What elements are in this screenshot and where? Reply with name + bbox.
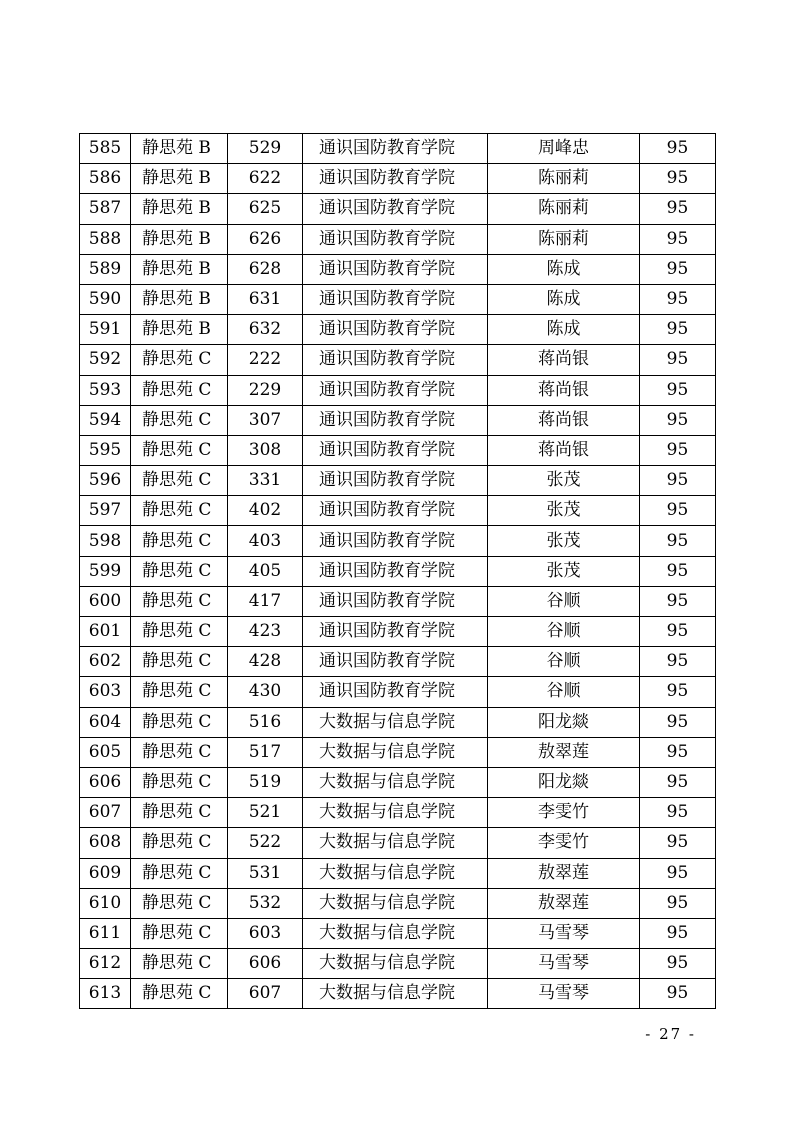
score-cell: 95	[640, 556, 716, 586]
row-number-cell: 595	[80, 435, 131, 465]
person-name-cell: 马雪琴	[488, 979, 640, 1009]
score-cell: 95	[640, 767, 716, 797]
person-name-cell: 蒋尚银	[488, 405, 640, 435]
college-cell: 大数据与信息学院	[303, 737, 488, 767]
building-cell: 静思苑 C	[131, 949, 228, 979]
room-number-cell: 402	[228, 496, 303, 526]
table-row	[80, 949, 716, 979]
person-name-cell: 周峰忠	[488, 134, 640, 164]
building-cell: 静思苑 B	[131, 194, 228, 224]
row-number-cell: 609	[80, 858, 131, 888]
table-row	[80, 828, 716, 858]
person-name-cell: 蒋尚银	[488, 435, 640, 465]
score-cell: 95	[640, 375, 716, 405]
building-cell: 静思苑 C	[131, 556, 228, 586]
row-number-cell: 598	[80, 526, 131, 556]
table-row	[80, 224, 716, 254]
score-cell: 95	[640, 435, 716, 465]
score-cell: 95	[640, 979, 716, 1009]
college-cell: 通识国防教育学院	[303, 617, 488, 647]
building-cell: 静思苑 C	[131, 979, 228, 1009]
row-number-cell: 602	[80, 647, 131, 677]
room-number-cell: 521	[228, 798, 303, 828]
row-number-cell: 606	[80, 767, 131, 797]
building-cell: 静思苑 B	[131, 164, 228, 194]
score-cell: 95	[640, 194, 716, 224]
table-row	[80, 435, 716, 465]
table-row	[80, 617, 716, 647]
room-number-cell: 631	[228, 284, 303, 314]
row-number-cell: 589	[80, 254, 131, 284]
college-cell: 通识国防教育学院	[303, 526, 488, 556]
person-name-cell: 陈丽莉	[488, 194, 640, 224]
building-cell: 静思苑 C	[131, 435, 228, 465]
row-number-cell: 612	[80, 949, 131, 979]
building-cell: 静思苑 C	[131, 767, 228, 797]
building-cell: 静思苑 C	[131, 496, 228, 526]
building-cell: 静思苑 C	[131, 918, 228, 948]
score-cell: 95	[640, 888, 716, 918]
table-body	[80, 134, 716, 1009]
score-cell: 95	[640, 134, 716, 164]
row-number-cell: 603	[80, 677, 131, 707]
building-cell: 静思苑 B	[131, 254, 228, 284]
person-name-cell: 马雪琴	[488, 949, 640, 979]
room-number-cell: 603	[228, 918, 303, 948]
row-number-cell: 586	[80, 164, 131, 194]
building-cell: 静思苑 C	[131, 617, 228, 647]
row-number-cell: 600	[80, 586, 131, 616]
person-name-cell: 谷顺	[488, 617, 640, 647]
room-number-cell: 532	[228, 888, 303, 918]
room-number-cell: 529	[228, 134, 303, 164]
score-cell: 95	[640, 707, 716, 737]
room-number-cell: 428	[228, 647, 303, 677]
person-name-cell: 敖翠莲	[488, 858, 640, 888]
person-name-cell: 马雪琴	[488, 918, 640, 948]
college-cell: 通识国防教育学院	[303, 345, 488, 375]
room-number-cell: 622	[228, 164, 303, 194]
building-cell: 静思苑 B	[131, 224, 228, 254]
row-number-cell: 610	[80, 888, 131, 918]
college-cell: 通识国防教育学院	[303, 496, 488, 526]
score-cell: 95	[640, 496, 716, 526]
table-row	[80, 284, 716, 314]
building-cell: 静思苑 C	[131, 647, 228, 677]
table-row	[80, 164, 716, 194]
person-name-cell: 陈成	[488, 254, 640, 284]
room-number-cell: 531	[228, 858, 303, 888]
table-row	[80, 254, 716, 284]
score-cell: 95	[640, 828, 716, 858]
building-cell: 静思苑 C	[131, 466, 228, 496]
college-cell: 通识国防教育学院	[303, 647, 488, 677]
row-number-cell: 605	[80, 737, 131, 767]
room-number-cell: 331	[228, 466, 303, 496]
room-number-cell: 307	[228, 405, 303, 435]
table-row	[80, 496, 716, 526]
building-cell: 静思苑 B	[131, 315, 228, 345]
college-cell: 大数据与信息学院	[303, 707, 488, 737]
table-row	[80, 586, 716, 616]
score-cell: 95	[640, 647, 716, 677]
college-cell: 通识国防教育学院	[303, 194, 488, 224]
room-number-cell: 628	[228, 254, 303, 284]
room-number-cell: 626	[228, 224, 303, 254]
page-number: - 27 -	[645, 1025, 696, 1043]
room-number-cell: 308	[228, 435, 303, 465]
college-cell: 通识国防教育学院	[303, 254, 488, 284]
table-row	[80, 647, 716, 677]
person-name-cell: 陈成	[488, 315, 640, 345]
score-cell: 95	[640, 466, 716, 496]
table-row	[80, 556, 716, 586]
room-number-cell: 606	[228, 949, 303, 979]
score-cell: 95	[640, 284, 716, 314]
person-name-cell: 敖翠莲	[488, 737, 640, 767]
row-number-cell: 588	[80, 224, 131, 254]
person-name-cell: 李雯竹	[488, 828, 640, 858]
college-cell: 通识国防教育学院	[303, 315, 488, 345]
college-cell: 通识国防教育学院	[303, 134, 488, 164]
dormitory-score-table	[79, 133, 716, 1009]
room-number-cell: 222	[228, 345, 303, 375]
college-cell: 大数据与信息学院	[303, 798, 488, 828]
room-number-cell: 423	[228, 617, 303, 647]
person-name-cell: 阳龙燚	[488, 767, 640, 797]
score-cell: 95	[640, 858, 716, 888]
college-cell: 大数据与信息学院	[303, 858, 488, 888]
row-number-cell: 599	[80, 556, 131, 586]
score-cell: 95	[640, 345, 716, 375]
building-cell: 静思苑 C	[131, 405, 228, 435]
person-name-cell: 谷顺	[488, 647, 640, 677]
table-row	[80, 315, 716, 345]
college-cell: 通识国防教育学院	[303, 164, 488, 194]
score-cell: 95	[640, 586, 716, 616]
person-name-cell: 陈丽莉	[488, 224, 640, 254]
row-number-cell: 604	[80, 707, 131, 737]
building-cell: 静思苑 C	[131, 798, 228, 828]
score-cell: 95	[640, 164, 716, 194]
score-cell: 95	[640, 798, 716, 828]
building-cell: 静思苑 C	[131, 888, 228, 918]
room-number-cell: 625	[228, 194, 303, 224]
college-cell: 大数据与信息学院	[303, 888, 488, 918]
score-cell: 95	[640, 617, 716, 647]
score-cell: 95	[640, 224, 716, 254]
college-cell: 大数据与信息学院	[303, 828, 488, 858]
person-name-cell: 陈丽莉	[488, 164, 640, 194]
table-row	[80, 798, 716, 828]
college-cell: 通识国防教育学院	[303, 466, 488, 496]
row-number-cell: 590	[80, 284, 131, 314]
score-cell: 95	[640, 526, 716, 556]
building-cell: 静思苑 B	[131, 284, 228, 314]
building-cell: 静思苑 C	[131, 345, 228, 375]
row-number-cell: 597	[80, 496, 131, 526]
room-number-cell: 417	[228, 586, 303, 616]
college-cell: 大数据与信息学院	[303, 979, 488, 1009]
building-cell: 静思苑 C	[131, 737, 228, 767]
score-cell: 95	[640, 315, 716, 345]
room-number-cell: 517	[228, 737, 303, 767]
score-cell: 95	[640, 737, 716, 767]
room-number-cell: 607	[228, 979, 303, 1009]
room-number-cell: 516	[228, 707, 303, 737]
table-row	[80, 858, 716, 888]
college-cell: 通识国防教育学院	[303, 435, 488, 465]
room-number-cell: 405	[228, 556, 303, 586]
table-row	[80, 918, 716, 948]
college-cell: 大数据与信息学院	[303, 949, 488, 979]
college-cell: 通识国防教育学院	[303, 405, 488, 435]
building-cell: 静思苑 C	[131, 828, 228, 858]
building-cell: 静思苑 B	[131, 134, 228, 164]
room-number-cell: 632	[228, 315, 303, 345]
college-cell: 通识国防教育学院	[303, 556, 488, 586]
table-row	[80, 888, 716, 918]
table-row	[80, 737, 716, 767]
room-number-cell: 430	[228, 677, 303, 707]
building-cell: 静思苑 C	[131, 677, 228, 707]
college-cell: 通识国防教育学院	[303, 375, 488, 405]
score-cell: 95	[640, 918, 716, 948]
college-cell: 通识国防教育学院	[303, 284, 488, 314]
person-name-cell: 李雯竹	[488, 798, 640, 828]
table-row	[80, 707, 716, 737]
row-number-cell: 594	[80, 405, 131, 435]
row-number-cell: 593	[80, 375, 131, 405]
row-number-cell: 607	[80, 798, 131, 828]
table-row	[80, 134, 716, 164]
score-cell: 95	[640, 405, 716, 435]
person-name-cell: 阳龙燚	[488, 707, 640, 737]
room-number-cell: 522	[228, 828, 303, 858]
row-number-cell: 601	[80, 617, 131, 647]
room-number-cell: 229	[228, 375, 303, 405]
row-number-cell: 611	[80, 918, 131, 948]
table-row	[80, 767, 716, 797]
score-cell: 95	[640, 254, 716, 284]
person-name-cell: 蒋尚银	[488, 375, 640, 405]
college-cell: 通识国防教育学院	[303, 224, 488, 254]
college-cell: 通识国防教育学院	[303, 586, 488, 616]
person-name-cell: 张茂	[488, 556, 640, 586]
row-number-cell: 585	[80, 134, 131, 164]
row-number-cell: 592	[80, 345, 131, 375]
table-row	[80, 405, 716, 435]
person-name-cell: 敖翠莲	[488, 888, 640, 918]
building-cell: 静思苑 C	[131, 586, 228, 616]
room-number-cell: 519	[228, 767, 303, 797]
row-number-cell: 587	[80, 194, 131, 224]
table-row	[80, 526, 716, 556]
person-name-cell: 张茂	[488, 526, 640, 556]
college-cell: 通识国防教育学院	[303, 677, 488, 707]
person-name-cell: 张茂	[488, 466, 640, 496]
row-number-cell: 608	[80, 828, 131, 858]
room-number-cell: 403	[228, 526, 303, 556]
building-cell: 静思苑 C	[131, 858, 228, 888]
person-name-cell: 张茂	[488, 496, 640, 526]
college-cell: 大数据与信息学院	[303, 918, 488, 948]
row-number-cell: 596	[80, 466, 131, 496]
table-row	[80, 677, 716, 707]
row-number-cell: 591	[80, 315, 131, 345]
table-row	[80, 979, 716, 1009]
building-cell: 静思苑 C	[131, 526, 228, 556]
row-number-cell: 613	[80, 979, 131, 1009]
table-row	[80, 375, 716, 405]
score-cell: 95	[640, 677, 716, 707]
table-row	[80, 466, 716, 496]
score-cell: 95	[640, 949, 716, 979]
building-cell: 静思苑 C	[131, 707, 228, 737]
person-name-cell: 陈成	[488, 284, 640, 314]
college-cell: 大数据与信息学院	[303, 767, 488, 797]
table-row	[80, 194, 716, 224]
table-row	[80, 345, 716, 375]
person-name-cell: 谷顺	[488, 677, 640, 707]
person-name-cell: 蒋尚银	[488, 345, 640, 375]
building-cell: 静思苑 C	[131, 375, 228, 405]
person-name-cell: 谷顺	[488, 586, 640, 616]
